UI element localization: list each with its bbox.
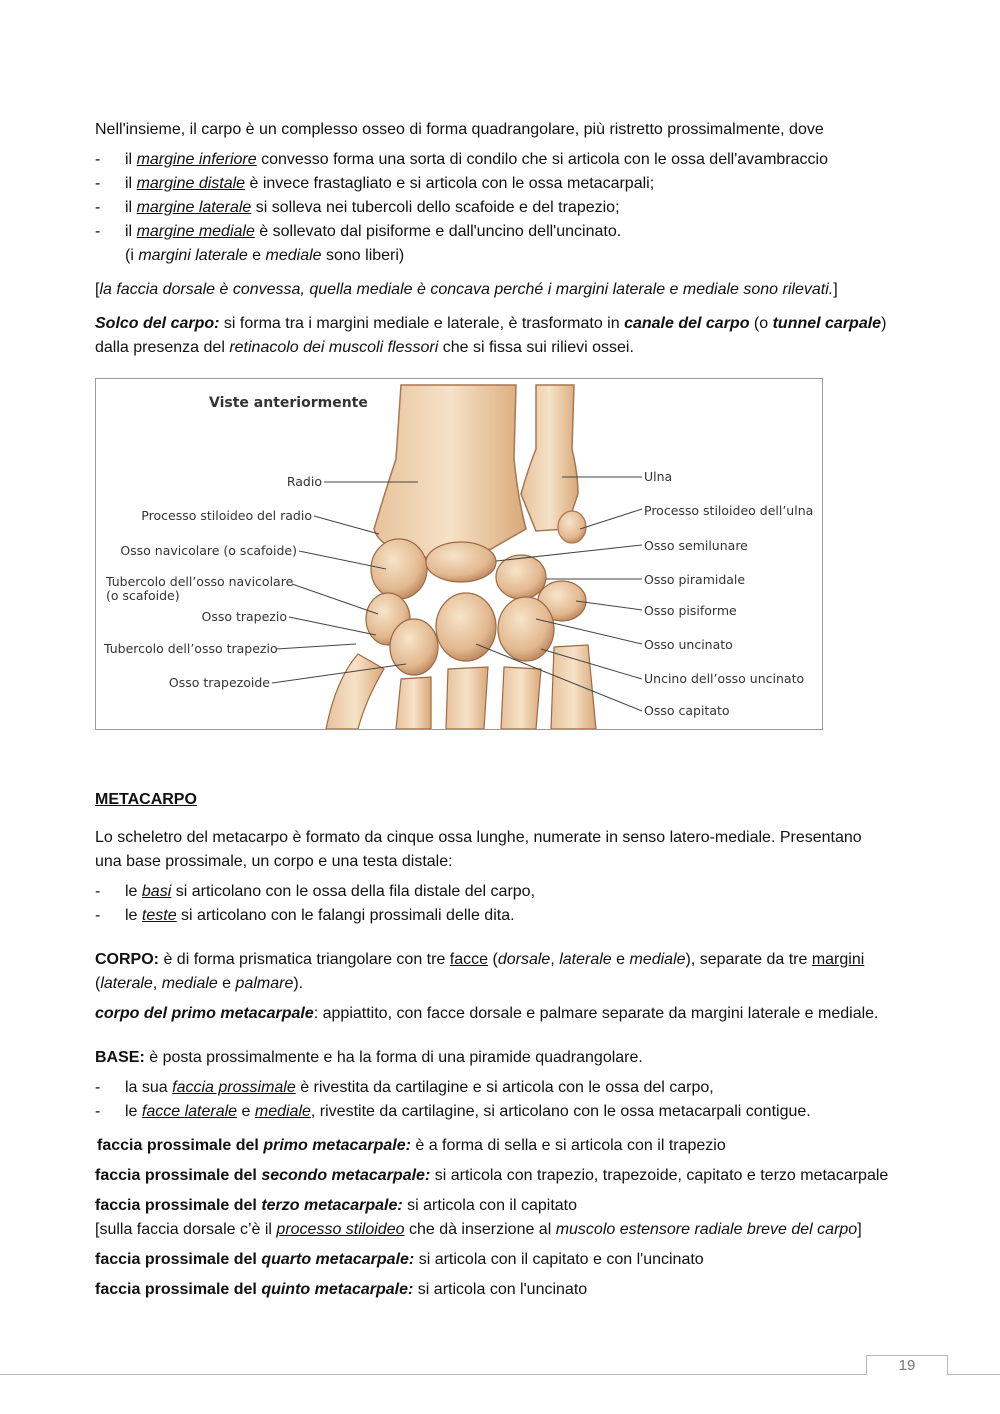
metacarpo-list — [95, 880, 925, 928]
corpo-paragraph: CORPO: è di forma prismatica triangolare con tre facce (dorsale, laterale e mediale), separate da tre margini (laterale, mediale e palmare). — [95, 951, 865, 992]
base-list — [95, 1076, 925, 1124]
page-content — [95, 118, 925, 1302]
metacarpo-paragraph: Lo scheletro del metacarpo è formato da cinque ossa lunghe, numerate in senso latero-mediale. Presentano una base prossimale, un corpo e una testa distale: — [95, 829, 862, 870]
label-osso-navicolare: Osso navicolare (o scafoide) — [120, 543, 297, 558]
figure-title: Viste anteriormente — [209, 395, 368, 411]
faccia-prossimale-quinto: faccia prossimale del quinto metacarpale: si articola con l'uncinato — [95, 1281, 588, 1298]
term: margine distale — [136, 175, 246, 192]
label-osso-trapezio: Osso trapezio — [201, 609, 287, 624]
label-osso-capitato: Osso capitato — [644, 703, 730, 718]
list-item: - il margine distale è invece frastagliato e si articola con le ossa metacarpali; — [95, 172, 925, 196]
label-tubercolo-trapezio: Tubercolo dell’osso trapezio — [104, 641, 278, 656]
list-item: - il margine laterale si solleva nei tubercoli dello scafoide e del trapezio; — [95, 196, 925, 220]
faces-note: [la faccia dorsale è convessa, quella mediale è concava perché i margini laterale e mediale sono rilevati.] — [95, 281, 838, 298]
base-paragraph: BASE: è posta prossimalmente e ha la forma di una piramide quadrangolare. — [95, 1049, 643, 1066]
faccia-prossimale-quarto: faccia prossimale del quarto metacarpale: si articola con il capitato e con l'uncinato — [95, 1251, 704, 1268]
label-osso-uncinato: Osso uncinato — [644, 637, 733, 652]
label-tubercolo-navicolare: Tubercolo dell’osso navicolare — [106, 574, 294, 589]
label-tubercolo-navicolare-2: (o scafoide) — [106, 588, 180, 603]
margins-list — [95, 148, 925, 244]
label-osso-semilunare: Osso semilunare — [644, 538, 748, 553]
solco-paragraph: Solco del carpo: si forma tra i margini mediale e laterale, è trasformato in canale del carpo (o tunnel carpale) dalla presenza del retinacolo dei muscoli flessori che si fissa sui rilievi ossei. — [95, 315, 887, 356]
term: margine inferiore — [136, 151, 257, 168]
label-osso-piramidale: Osso piramidale — [644, 572, 746, 587]
label-processo-stiloideo-radio: Processo stiloideo del radio — [141, 508, 312, 523]
stiloideo-note: [sulla faccia dorsale c’è il processo stiloideo che dà inserzione al muscolo estensore radiale breve del carpo] — [95, 1221, 862, 1238]
term: margine mediale — [136, 223, 255, 240]
label-osso-trapezoide: Osso trapezoide — [168, 675, 270, 690]
faccia-prossimale-secondo: faccia prossimale del secondo metacarpale: si articola con trapezio, trapezoide, capitato e terzo metacarpale — [95, 1167, 889, 1184]
intro-paragraph: Nell'insieme, il carpo è un complesso osseo di forma quadrangolare, più ristretto prossimalmente, dove — [95, 121, 824, 138]
solco-title: Solco del carpo: — [95, 315, 220, 332]
list-item: - le facce laterale e mediale, rivestite da cartilagine, si articolano con le ossa metacarpali contigue. — [95, 1100, 925, 1124]
term: margine laterale — [136, 199, 252, 216]
label-processo-stiloideo-ulna: Processo stiloideo dell’ulna — [644, 503, 814, 518]
faccia-prossimale-primo: faccia prossimale del primo metacarpale: è a forma di sella e si articola con il trapezio — [97, 1137, 726, 1154]
margins-note: (i margini laterale e mediale sono liberi) — [125, 247, 405, 264]
list-item: - la sua faccia prossimale è rivestita da cartilagine e si articola con le ossa del carpo, — [95, 1076, 925, 1100]
section-heading-metacarpo: METACARPO — [95, 791, 197, 808]
faccia-prossimale-terzo: faccia prossimale del terzo metacarpale: si articola con il capitato — [95, 1197, 578, 1214]
footer-rule — [0, 1374, 1000, 1375]
label-osso-pisiforme: Osso pisiforme — [644, 603, 737, 618]
list-item: - le teste si articolano con le falangi prossimali delle dita. — [95, 904, 925, 928]
label-uncino-osso-uncinato: Uncino dell’osso uncinato — [644, 671, 805, 686]
list-item: - il margine mediale è sollevato dal pisiforme e dall'uncino dell'uncinato. — [95, 220, 925, 244]
primo-corpo-paragraph: corpo del primo metacarpale: appiattito, con facce dorsale e palmare separate da margini laterale e mediale. — [95, 1005, 879, 1022]
page-number: 19 — [866, 1355, 948, 1375]
label-ulna: Ulna — [644, 469, 673, 484]
label-radio: Radio — [286, 474, 322, 489]
list-item: - il margine inferiore convesso forma una sorta di condilo che si articola con le ossa dell'avambraccio — [95, 148, 925, 172]
wrist-anatomy-figure — [95, 378, 823, 730]
list-item: - le basi si articolano con le ossa della fila distale del carpo, — [95, 880, 925, 904]
